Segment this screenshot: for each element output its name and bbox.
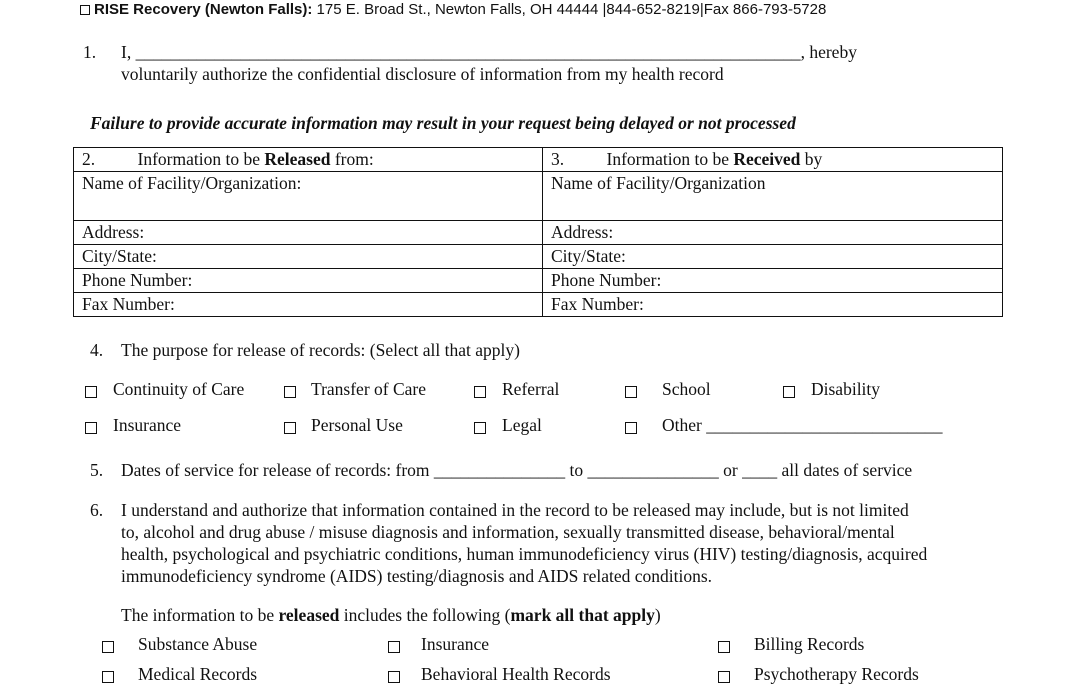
right-header-bold: Received — [733, 149, 801, 169]
item6-number: 6. — [90, 500, 104, 520]
other-blank[interactable]: ___________________________ — [706, 415, 943, 435]
checkbox-psychotherapy-records[interactable] — [718, 671, 730, 683]
checkbox-personal-use[interactable] — [284, 422, 296, 434]
option-other — [662, 415, 942, 436]
item1-suffix: , hereby — [800, 42, 857, 62]
right-city-state-field[interactable]: City/State: — [543, 245, 1003, 269]
checkbox-legal[interactable] — [474, 422, 486, 434]
info-billing-records: Billing Records — [754, 634, 865, 654]
release-table — [73, 147, 1003, 317]
left-header-num: 2. — [82, 149, 96, 169]
checkbox-school[interactable] — [625, 386, 637, 398]
right-header-post: by — [800, 149, 823, 169]
option-personal-use: Personal Use — [311, 415, 403, 435]
option-continuity-of-care: Continuity of Care — [113, 379, 245, 399]
item6-line3: health, psychological and psychiatric conditions, human immunodeficiency virus (HIV) testing/diagnosis, acquired — [121, 544, 928, 564]
left-address-field[interactable]: Address: — [74, 221, 543, 245]
item1-line — [121, 42, 857, 63]
option-transfer-of-care: Transfer of Care — [311, 379, 427, 399]
left-phone-field[interactable]: Phone Number: — [74, 269, 543, 293]
facility-header — [80, 1, 826, 18]
item5-number: 5. — [90, 460, 104, 480]
checkbox-insurance[interactable] — [85, 422, 97, 434]
info-behavioral-health-records: Behavioral Health Records — [421, 664, 611, 684]
checkbox-other[interactable] — [625, 422, 637, 434]
item6-line2: to, alcohol and drug abuse / misuse diagnosis and information, sexually transmitted disease, behavioral/mental — [121, 522, 895, 542]
released-info-text — [121, 605, 661, 626]
item4-number: 4. — [90, 340, 104, 360]
checkbox-disability[interactable] — [783, 386, 795, 398]
item1-prefix: I, — [121, 42, 132, 62]
left-header-pre: Information to be — [137, 149, 265, 169]
item1-number: 1. — [83, 42, 97, 62]
info-substance-abuse: Substance Abuse — [138, 634, 258, 654]
facility-name: RISE Recovery (Newton Falls): — [94, 1, 313, 18]
facility-details: 175 E. Broad St., Newton Falls, OH 44444 |844-652-8219|Fax 866-793-5728 — [312, 1, 827, 18]
right-facility-name-field[interactable]: Name of Facility/Organization — [543, 172, 1003, 221]
left-city-state-field[interactable]: City/State: — [74, 245, 543, 269]
info-insurance: Insurance — [421, 634, 490, 654]
left-header-bold: Released — [264, 149, 331, 169]
right-header-pre: Information to be — [606, 149, 734, 169]
checkbox-billing-records[interactable] — [718, 641, 730, 653]
info-psychotherapy-records: Psychotherapy Records — [754, 664, 919, 684]
option-school: School — [662, 379, 711, 399]
left-fax-field[interactable]: Fax Number: — [74, 293, 543, 317]
info-medical-records: Medical Records — [138, 664, 258, 684]
right-fax-field[interactable]: Fax Number: — [543, 293, 1003, 317]
item5-text[interactable]: Dates of service for release of records: from _______________ to _______________ or ____ all dates of service — [121, 460, 913, 480]
item6-line1: I understand and authorize that information contained in the record to be released may include, but is not limited — [121, 500, 909, 520]
right-address-field[interactable]: Address: — [543, 221, 1003, 245]
item6-line4: immunodeficiency syndrome (AIDS) testing/diagnosis and AIDS related conditions. — [121, 566, 713, 586]
released-from-header — [74, 148, 543, 172]
name-blank[interactable]: ____________________________________________________________________________ — [135, 42, 801, 62]
right-phone-field[interactable]: Phone Number: — [543, 269, 1003, 293]
item4-text: The purpose for release of records: (Select all that apply) — [121, 340, 520, 360]
left-header-post: from: — [330, 149, 374, 169]
checkbox-referral[interactable] — [474, 386, 486, 398]
right-header-num: 3. — [551, 149, 565, 169]
checkbox-continuity-of-care[interactable] — [85, 386, 97, 398]
checkbox-info-insurance[interactable] — [388, 641, 400, 653]
checkbox-transfer-of-care[interactable] — [284, 386, 296, 398]
released-info-mid: includes the following ( — [339, 605, 511, 625]
checkbox-substance-abuse[interactable] — [102, 641, 114, 653]
received-by-header — [543, 148, 1003, 172]
warning-text: Failure to provide accurate information may result in your request being delayed or not processed — [90, 113, 796, 133]
option-referral: Referral — [502, 379, 560, 399]
checkbox-behavioral-health-records[interactable] — [388, 671, 400, 683]
checkbox-medical-records[interactable] — [102, 671, 114, 683]
released-info-bold1: released — [278, 605, 340, 625]
left-facility-name-field[interactable]: Name of Facility/Organization: — [74, 172, 543, 221]
released-info-pre: The information to be — [121, 605, 279, 625]
released-info-post: ) — [654, 605, 661, 625]
item1-line2: voluntarily authorize the confidential disclosure of information from my health record — [121, 64, 724, 84]
facility-checkbox[interactable] — [80, 5, 90, 15]
option-other-label: Other — [662, 415, 702, 435]
option-insurance: Insurance — [113, 415, 182, 435]
option-disability: Disability — [811, 379, 881, 399]
released-info-bold2: mark all that apply — [510, 605, 655, 625]
option-legal: Legal — [502, 415, 542, 435]
